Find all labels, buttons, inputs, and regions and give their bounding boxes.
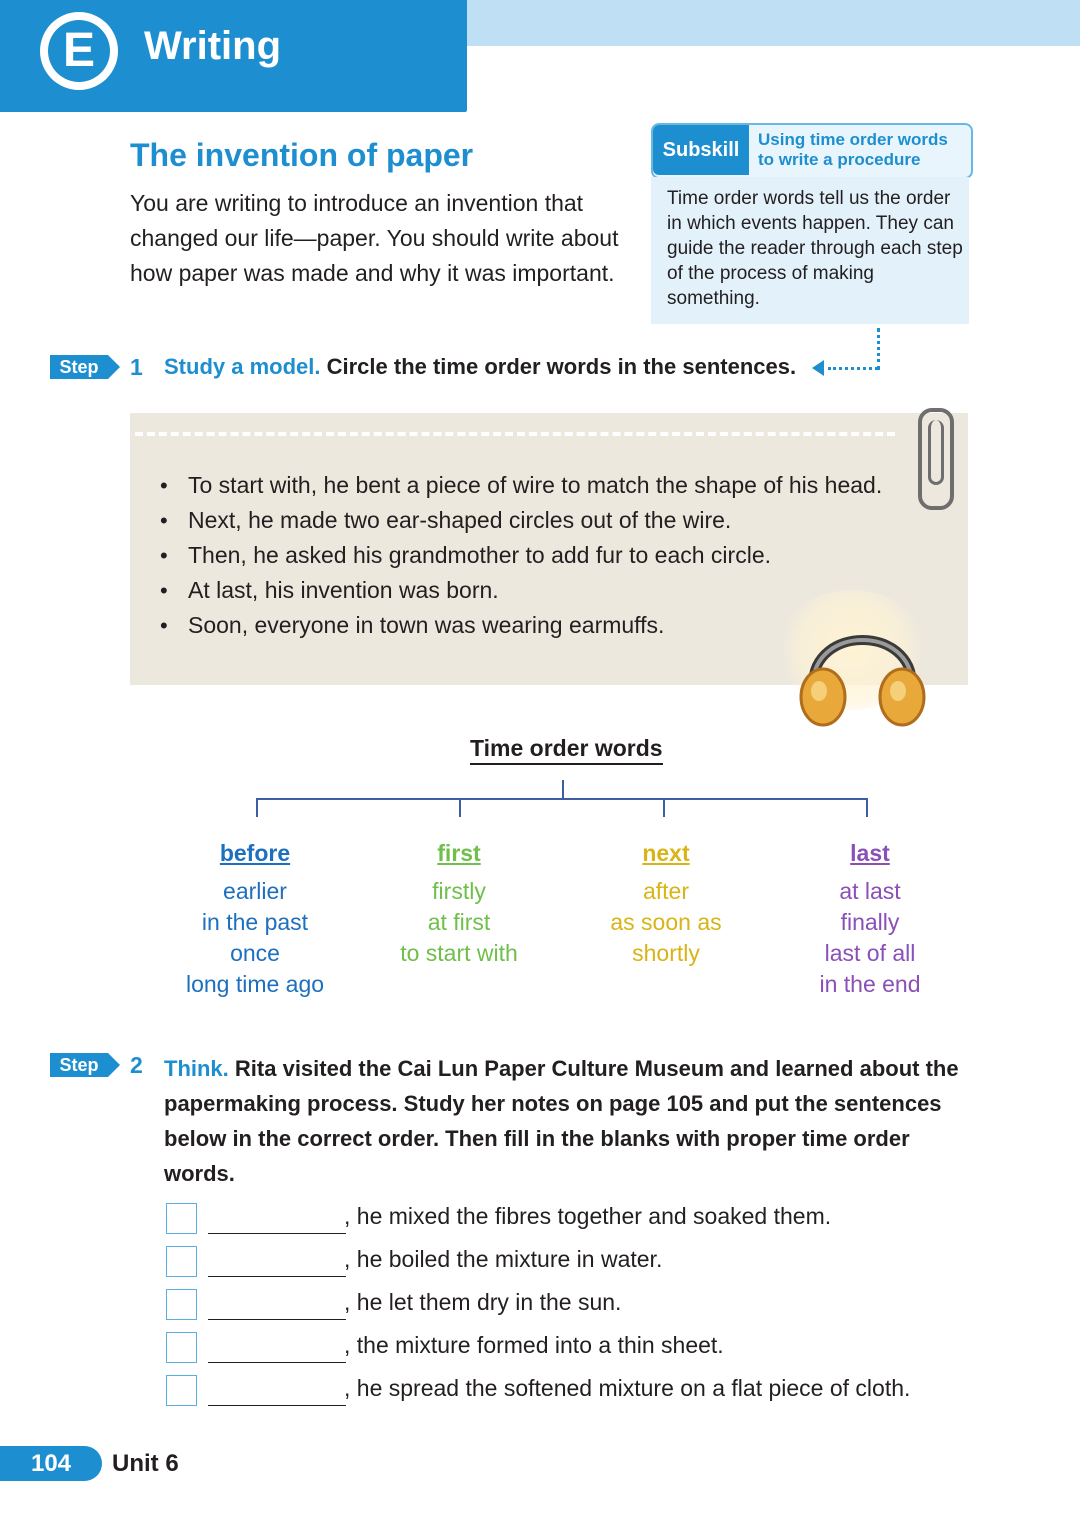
pointer-arrow-icon [812, 360, 824, 376]
step1-lead: Study a model. [164, 354, 321, 379]
tree-line [459, 799, 461, 817]
blank-field[interactable] [208, 1405, 346, 1406]
word-item: finally [840, 909, 900, 935]
exercise-sentence: , he let them dry in the sun. [344, 1289, 622, 1315]
word-item: earlier [223, 878, 287, 904]
word-group-before [155, 838, 355, 1000]
subskill-tab: Subskill [653, 125, 749, 175]
step1-instruction [164, 354, 796, 380]
model-sentence[interactable]: • At last, his invention was born. [160, 573, 882, 608]
order-checkbox[interactable] [166, 1375, 197, 1406]
time-order-title: Time order words [470, 735, 663, 765]
order-checkbox[interactable] [166, 1289, 197, 1320]
order-checkbox[interactable] [166, 1246, 197, 1277]
order-checkbox[interactable] [166, 1203, 197, 1234]
word-item: at last [839, 878, 901, 904]
order-checkbox[interactable] [166, 1332, 197, 1363]
word-item: to start with [400, 940, 518, 966]
earmuffs-icon [795, 605, 930, 735]
tree-line [256, 798, 868, 800]
section-title: Writing [144, 24, 282, 68]
model-sentences [160, 468, 882, 643]
intro-text: You are writing to introduce an invention that changed our life—paper. You should write about how paper was made and why it was important. [130, 190, 619, 286]
word-item: firstly [432, 878, 486, 904]
exercise-sentence: , he mixed the fibres together and soaked them. [344, 1203, 832, 1229]
step-badge: Step [50, 1053, 108, 1077]
tree-line [256, 799, 258, 817]
blank-field[interactable] [208, 1362, 346, 1363]
pointer-dots [828, 367, 878, 370]
step-number: 2 [130, 1052, 143, 1078]
model-sentence[interactable]: • Soon, everyone in town was wearing earmuffs. [160, 608, 882, 643]
step2-instruction [164, 1051, 979, 1191]
model-dashed-line [135, 432, 895, 436]
word-group-head: before [219, 840, 291, 866]
word-item: last of all [824, 940, 916, 966]
exercise-sentence: , the mixture formed into a thin sheet. [344, 1332, 724, 1358]
word-item: after [642, 878, 690, 904]
tree-line [562, 780, 564, 799]
unit-label: Unit 6 [112, 1450, 179, 1477]
page-title: The invention of paper [130, 137, 474, 173]
word-item: as soon as [610, 909, 722, 935]
word-item: in the end [819, 971, 921, 997]
section-letter: E [48, 20, 110, 82]
word-group-head: next [642, 840, 690, 866]
step2-text: Rita visited the Cai Lun Paper Culture Museum and learned about the papermaking process. Study her notes on page 105 and put the sentences below in the correct order. Then fill in the blanks with proper time order words. [164, 1056, 959, 1186]
tree-line [663, 799, 665, 817]
exercise-sentence: , he spread the softened mixture on a flat piece of cloth. [344, 1375, 911, 1401]
chevron-right-icon [108, 1053, 120, 1077]
word-group-head: first [437, 840, 481, 866]
blank-field[interactable] [208, 1233, 346, 1234]
word-group-head: last [850, 840, 890, 866]
model-sentence[interactable]: • To start with, he bent a piece of wire to match the shape of his head. [160, 468, 882, 503]
word-item: once [230, 940, 280, 966]
chevron-right-icon [108, 355, 120, 379]
blank-field[interactable] [208, 1319, 346, 1320]
step1-text: Circle the time order words in the sentences. [326, 354, 797, 379]
header-strip [467, 0, 1080, 46]
word-item: shortly [632, 940, 700, 966]
word-item: in the past [201, 909, 309, 935]
word-item: long time ago [185, 971, 325, 997]
blank-field[interactable] [208, 1276, 346, 1277]
pointer-dots [877, 328, 880, 370]
word-group-next [566, 838, 766, 969]
exercise-sentence: , he boiled the mixture in water. [344, 1246, 663, 1272]
step-number: 1 [130, 354, 143, 380]
subskill-label: Using time order words to write a procedure [758, 130, 948, 169]
word-group-last [770, 838, 970, 1000]
word-group-first [359, 838, 559, 969]
word-item: at first [427, 909, 491, 935]
page-number: 104 [0, 1446, 102, 1481]
tree-line [866, 799, 868, 817]
paperclip-icon [928, 420, 944, 485]
step2-lead: Think. [164, 1056, 229, 1081]
model-sentence[interactable]: • Next, he made two ear-shaped circles out of the wire. [160, 503, 882, 538]
step-badge: Step [50, 355, 108, 379]
subskill-text: Time order words tell us the order in which events happen. They can guide the reader through each step of the process of making something. [667, 188, 963, 309]
model-sentence[interactable]: • Then, he asked his grandmother to add fur to each circle. [160, 538, 882, 573]
